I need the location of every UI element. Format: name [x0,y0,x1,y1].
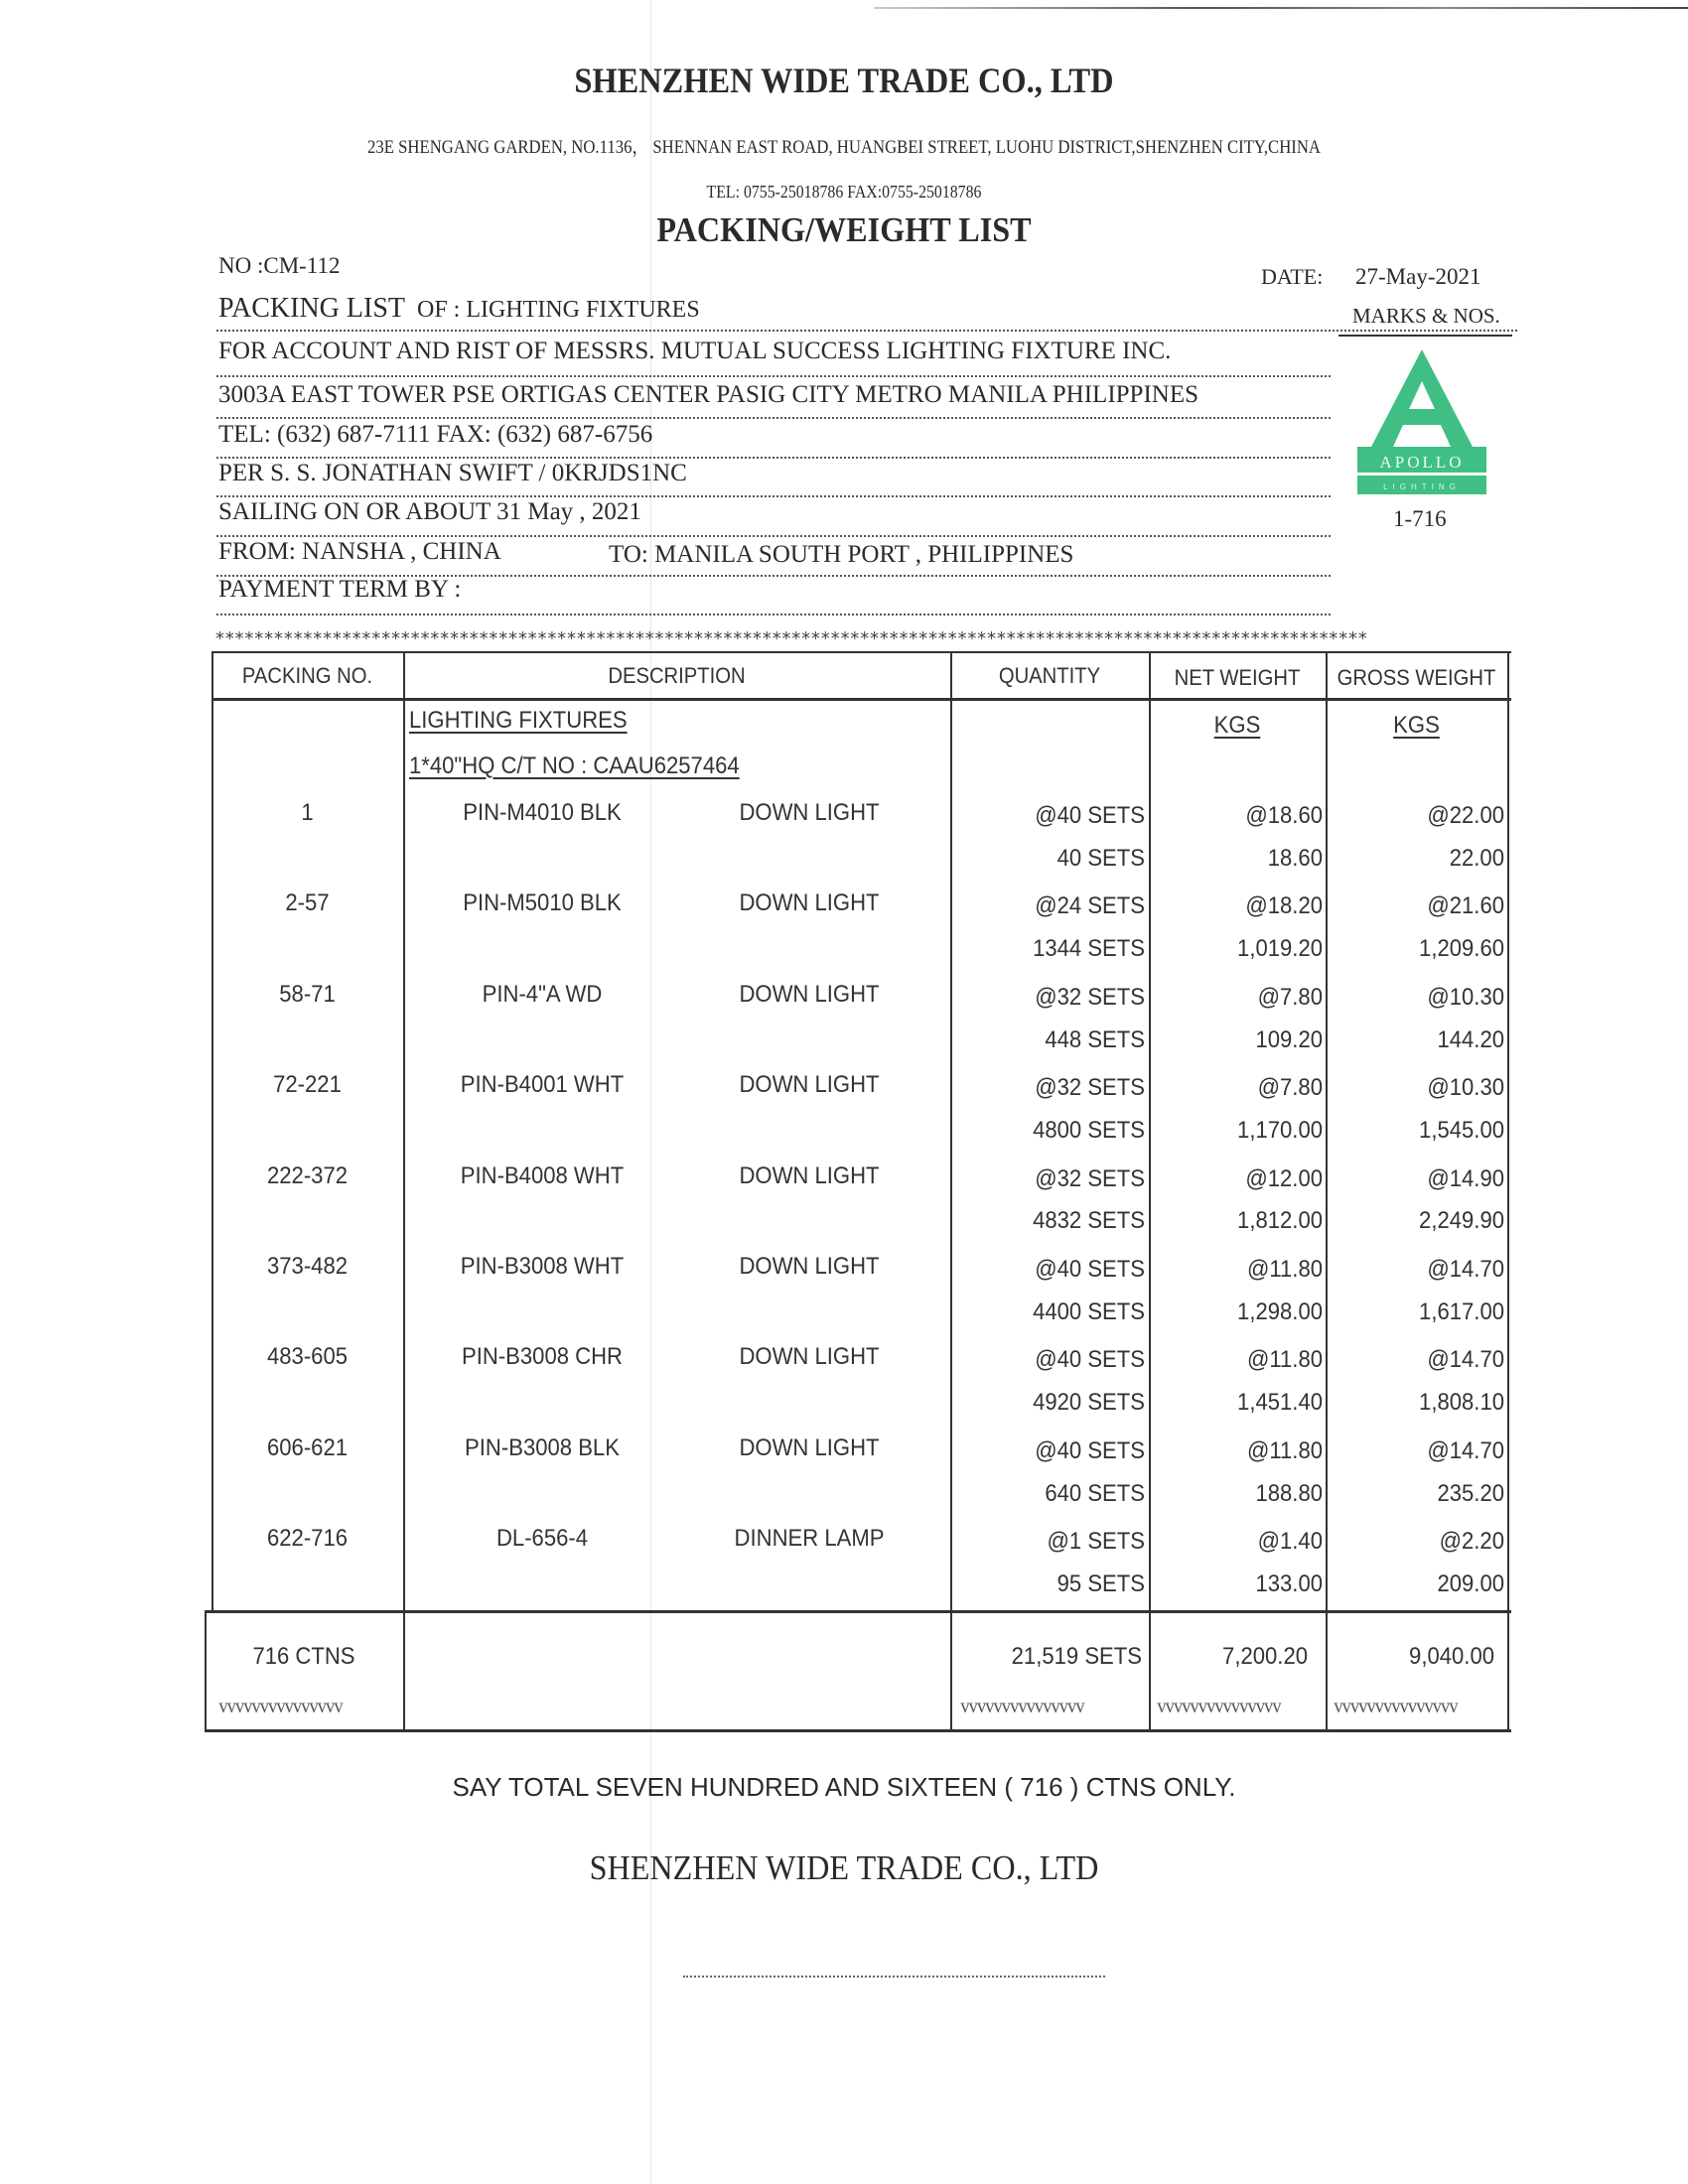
line-net-weight: 1,812.00 [1237,1207,1323,1235]
packing-list-goods: OF : LIGHTING FIXTURES [417,297,700,323]
wave-mark: vvvvvvvvvvvvvvv [1334,1696,1458,1717]
document-number: NO :CM-112 [218,253,341,278]
item-model: PIN-B3008 CHR [462,1343,623,1371]
header-quantity: QUANTITY [998,663,1101,688]
item-type: DOWN LIGHT [739,980,880,1008]
date-label: DATE: [1261,264,1324,289]
header-packing-no: PACKING NO. [241,663,373,688]
line-quantity: 640 SETS [1045,1479,1145,1507]
col-divider [1149,651,1151,1731]
vessel-line: PER S. S. JONATHAN SWIFT / 0KRJDS1NC [218,460,687,486]
line-gross-weight: 1,808.10 [1419,1389,1504,1417]
wave-mark: vvvvvvvvvvvvvvv [960,1696,1084,1717]
svg-text:LIGHTING: LIGHTING [1383,482,1461,491]
account-line: FOR ACCOUNT AND RIST OF MESSRS. MUTUAL SUCCESS LIGHTING FIXTURE INC. [218,338,1172,364]
unit-net-weight: @12.00 [1245,1164,1323,1192]
total-net-weight: 7,200.20 [1222,1643,1308,1670]
item-model: PIN-B4001 WHT [460,1071,625,1099]
apollo-lighting-logo [1355,347,1489,494]
packing-number: 606-621 [266,1433,349,1461]
total-quantity: 21,519 SETS [1011,1643,1142,1670]
net-weight-unit: KGS [1213,712,1261,739]
date-value: 27-May-2021 [1355,264,1481,289]
description-title: LIGHTING FIXTURES [409,707,628,734]
unit-gross-weight: @14.70 [1427,1346,1504,1374]
unit-quantity: @32 SETS [1035,1074,1145,1102]
item-model: PIN-4"A WD [482,980,603,1008]
line-quantity: 1344 SETS [1033,935,1145,963]
company-name: SHENZHEN WIDE TRADE CO., LTD [574,61,1114,100]
from-port: FROM: NANSHA , CHINA [218,538,501,565]
unit-net-weight: @11.80 [1246,1256,1323,1283]
packing-number: 58-71 [279,980,336,1008]
dotted-rule [216,375,1331,377]
container-number: 1*40"HQ C/T NO : CAAU6257464 [409,752,740,779]
table-right-border [1507,651,1509,1731]
line-gross-weight: 22.00 [1449,844,1504,872]
signature-company: SHENZHEN WIDE TRADE CO., LTD [589,1848,1099,1887]
total-cartons: 716 CTNS [252,1643,355,1670]
unit-gross-weight: @21.60 [1427,892,1504,920]
svg-text:APOLLO: APOLLO [1379,453,1465,472]
item-type: DOWN LIGHT [739,1161,880,1189]
line-net-weight: 1,019.20 [1237,935,1323,963]
item-type: DOWN LIGHT [739,799,880,826]
line-net-weight: 1,298.00 [1237,1297,1323,1325]
item-type: DOWN LIGHT [739,1343,880,1371]
line-gross-weight: 209.00 [1437,1570,1504,1597]
item-model: PIN-B3008 BLK [465,1433,620,1461]
marks-label: MARKS & NOS. [1352,304,1500,328]
line-quantity: 4920 SETS [1033,1389,1145,1417]
packing-list-line [218,293,700,325]
table-total-border [205,1610,1511,1613]
packing-list-label: PACKING LIST [218,293,405,324]
line-net-weight: 1,170.00 [1237,1116,1323,1144]
dotted-rule [216,330,1517,332]
unit-gross-weight: @14.70 [1427,1436,1504,1464]
col-divider [950,651,952,1731]
line-gross-weight: 1,545.00 [1419,1116,1504,1144]
packing-number: 483-605 [266,1343,349,1371]
unit-quantity: @32 SETS [1035,1164,1145,1192]
line-quantity: 40 SETS [1056,844,1145,872]
unit-net-weight: @11.80 [1246,1346,1323,1374]
line-quantity: 4400 SETS [1033,1297,1145,1325]
unit-quantity: @40 SETS [1035,1436,1145,1464]
item-model: PIN-M5010 BLK [463,889,622,917]
line-quantity: 95 SETS [1056,1570,1145,1597]
document-title: PACKING/WEIGHT LIST [656,210,1032,249]
unit-quantity: @24 SETS [1035,892,1145,920]
line-gross-weight: 144.20 [1437,1025,1504,1053]
item-model: PIN-M4010 BLK [463,799,622,826]
unit-quantity: @40 SETS [1035,1256,1145,1283]
item-type: DOWN LIGHT [739,1253,880,1280]
dotted-rule [216,614,1331,615]
item-model: PIN-B3008 WHT [460,1253,625,1280]
marks-range: 1-716 [1393,506,1447,531]
item-type: DOWN LIGHT [739,1433,880,1461]
line-net-weight: 133.00 [1255,1570,1323,1597]
unit-net-weight: @7.80 [1257,1074,1323,1102]
line-quantity: 4800 SETS [1033,1116,1145,1144]
consignee-address: 3003A EAST TOWER PSE ORTIGAS CENTER PASIG CITY METRO MANILA PHILIPPINES [218,381,1199,408]
unit-gross-weight: @14.90 [1427,1164,1504,1192]
line-gross-weight: 1,617.00 [1419,1297,1504,1325]
unit-net-weight: @18.20 [1245,892,1323,920]
line-net-weight: 188.80 [1255,1479,1323,1507]
line-net-weight: 18.60 [1267,844,1323,872]
unit-gross-weight: @10.30 [1427,1074,1504,1102]
sailing-line: SAILING ON OR ABOUT 31 May , 2021 [218,498,641,525]
unit-gross-weight: @14.70 [1427,1256,1504,1283]
packing-number: 1 [301,799,314,826]
table-bottom-border [205,1729,1511,1732]
item-model: DL-656-4 [495,1525,589,1553]
table-header-border [211,698,1511,701]
item-type: DOWN LIGHT [739,889,880,917]
signature-line[interactable] [683,1976,1105,1978]
unit-gross-weight: @2.20 [1439,1528,1504,1556]
packing-number: 72-221 [273,1071,342,1099]
item-model: PIN-B4008 WHT [460,1161,625,1189]
to-port: TO: MANILA SOUTH PORT , PHILIPPINES [609,541,1074,568]
company-tel-fax: TEL: 0755-25018786 FAX:0755-25018786 [706,182,982,202]
header-net-weight: NET WEIGHT [1174,665,1301,690]
unit-quantity: @1 SETS [1047,1528,1145,1556]
star-separator: ********************************************************************************************************************** [214,628,1367,649]
header-gross-weight: GROSS WEIGHT [1336,665,1496,690]
dotted-rule [216,535,1331,537]
item-type: DINNER LAMP [734,1525,885,1553]
header-description: DESCRIPTION [608,663,746,688]
dotted-rule [216,417,1331,419]
packing-number: 2-57 [285,889,330,917]
col-divider [1326,651,1328,1731]
table-left-border-total [205,1610,207,1731]
payment-term: PAYMENT TERM BY : [218,576,462,603]
total-gross-weight: 9,040.00 [1409,1643,1494,1670]
unit-net-weight: @1.40 [1257,1528,1323,1556]
unit-gross-weight: @22.00 [1427,802,1504,829]
unit-gross-weight: @10.30 [1427,983,1504,1011]
unit-quantity: @40 SETS [1035,1346,1145,1374]
gross-weight-unit: KGS [1393,712,1440,739]
unit-quantity: @32 SETS [1035,983,1145,1011]
table-left-border [211,651,213,1610]
line-gross-weight: 2,249.90 [1419,1207,1504,1235]
company-address: 23E SHENGANG GARDEN, NO.1136， SHENNAN EAST ROAD, HUANGBEI STREET, LUOHU DISTRICT,SHENZHEN CITY,CHINA [367,137,1321,158]
dotted-rule [216,457,1331,459]
line-net-weight: 109.20 [1255,1025,1323,1053]
say-total: SAY TOTAL SEVEN HUNDRED AND SIXTEEN ( 716 ) CTNS ONLY. [452,1772,1236,1802]
packing-number: 222-372 [266,1161,349,1189]
table-top-border [211,651,1511,653]
line-gross-weight: 235.20 [1437,1479,1504,1507]
line-net-weight: 1,451.40 [1237,1389,1323,1417]
col-divider [403,651,405,1731]
item-type: DOWN LIGHT [739,1071,880,1099]
marks-underline [1338,335,1512,337]
scan-edge-line [874,7,1688,9]
apollo-a-icon [1355,347,1489,494]
unit-quantity: @40 SETS [1035,802,1145,829]
packing-number: 622-716 [266,1525,349,1553]
line-quantity: 4832 SETS [1033,1207,1145,1235]
packing-number: 373-482 [266,1253,349,1280]
wave-mark: vvvvvvvvvvvvvvv [218,1696,343,1717]
unit-net-weight: @11.80 [1246,1436,1323,1464]
dotted-rule [216,495,1331,497]
consignee-tel-fax: TEL: (632) 687-7111 FAX: (632) 687-6756 [218,421,653,448]
wave-mark: vvvvvvvvvvvvvvv [1157,1696,1281,1717]
unit-net-weight: @7.80 [1257,983,1323,1011]
line-gross-weight: 1,209.60 [1419,935,1504,963]
unit-net-weight: @18.60 [1245,802,1323,829]
line-quantity: 448 SETS [1045,1025,1145,1053]
